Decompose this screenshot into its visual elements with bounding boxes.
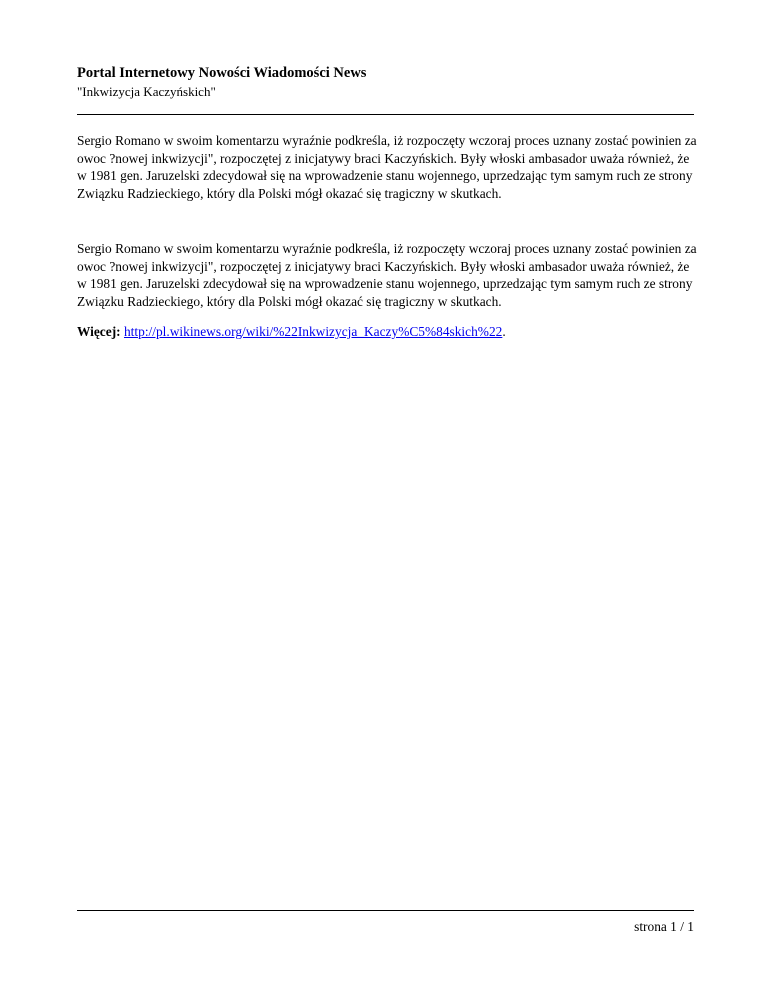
footer-divider bbox=[77, 910, 694, 911]
document-header bbox=[77, 64, 692, 100]
article-title: "Inkwizycja Kaczyńskich" bbox=[77, 84, 216, 99]
more-suffix: . bbox=[502, 324, 506, 339]
header-divider bbox=[77, 114, 694, 115]
source-link[interactable]: http://pl.wikinews.org/wiki/%22Inkwizycja_Kaczy%C5%84skich%22 bbox=[123, 324, 503, 339]
page-number: strona 1 / 1 bbox=[634, 919, 694, 934]
article-paragraph: Sergio Romano w swoim komentarzu wyraźnie podkreśla, iż rozpoczęty wczoraj proces uznany zostać powinien za owoc ?nowej inkwizycji", rozpoczętej z inicjatywy braci Kaczyńskich. Były włoski ambasador uważa również, że w 1981 gen. Jaruzelski zdecydował się na wprowadzenie stanu wojennego, uprzedzając tym samym ruch ze strony Związku Radzieckiego, który dla Polski mógł okazać się tragiczny w skutkach. bbox=[77, 241, 697, 309]
more-info-line bbox=[77, 323, 697, 341]
article-paragraph: Sergio Romano w swoim komentarzu wyraźnie podkreśla, iż rozpoczęty wczoraj proces uznany zostać powinien za owoc ?nowej inkwizycji", rozpoczętej z inicjatywy braci Kaczyńskich. Były włoski ambasador uważa również, że w 1981 gen. Jaruzelski zdecydował się na wprowadzenie stanu wojennego, uprzedzając tym samym ruch ze strony Związku Radzieckiego, który dla Polski mógł okazać się tragiczny w skutkach. bbox=[77, 133, 697, 201]
site-title: Portal Internetowy Nowości Wiadomości News bbox=[77, 65, 367, 81]
article-body bbox=[77, 132, 697, 341]
more-label: Więcej: bbox=[77, 324, 121, 339]
